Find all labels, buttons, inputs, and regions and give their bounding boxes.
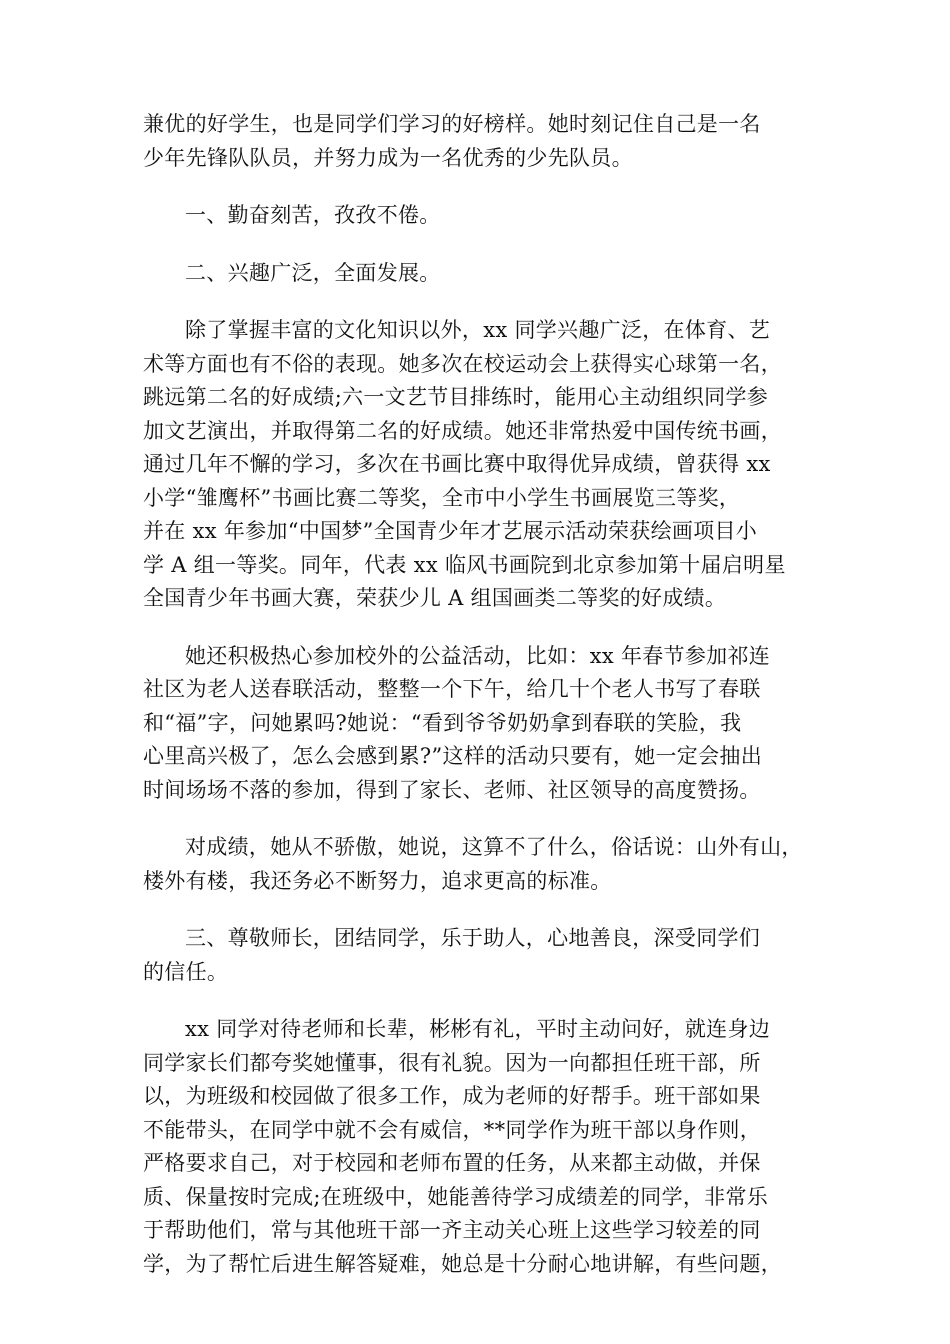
text-line: 不能带头，在同学中就不会有威信，**同学作为班干部以身作则，: [143, 1117, 761, 1142]
text-line: 三、尊敬师长，团结同学，乐于助人，心地善良，深受同学们: [185, 926, 761, 950]
text-line: 并在 xx 年参加“中国梦”全国青少年才艺展示活动荣获绘画项目小: [143, 519, 758, 543]
document-body: [143, 108, 823, 1305]
section-heading: [143, 257, 823, 291]
text-line: 术等方面也有不俗的表现。她多次在校运动会上获得实心球第一名，: [143, 351, 782, 376]
text-line: 学，为了帮忙后进生解答疑难，她总是十分耐心地讲解，有些问题，: [143, 1251, 782, 1276]
text-line: 以，为班级和校园做了很多工作，成为老师的好帮手。班干部如果: [143, 1084, 761, 1108]
text-line: 少年先锋队队员，并努力成为一名优秀的少先队员。: [143, 145, 633, 170]
section-heading: [143, 922, 823, 989]
text-line: 通过几年不懈的学习，多次在书画比赛中取得优异成绩，曾获得 xx: [143, 452, 771, 476]
text-line: 小学“雏鹰杯”书画比赛二等奖，全市中小学生书画展览三等奖，: [143, 485, 741, 510]
text-line: 的信任。: [143, 959, 229, 984]
text-line: 严格要求自己，对于校园和老师布置的任务，从来都主动做，并保: [143, 1151, 761, 1175]
text-line: 社区为老人送春联活动，整整一个下午，给几十个老人书写了春联: [143, 677, 761, 701]
text-line: 时间场场不落的参加，得到了家长、老师、社区领导的高度赞扬。: [143, 777, 761, 802]
text-line: xx 同学对待老师和长辈，彬彬有礼，平时主动问好，就连身边: [185, 1017, 771, 1041]
text-line: 心里高兴极了，怎么会感到累?”这样的活动只要有，她一定会抽出: [143, 744, 762, 768]
section-heading: [143, 199, 823, 233]
text-line: 质、保量按时完成;在班级中，她能善待学习成绩差的同学，非常乐: [143, 1184, 769, 1209]
text-line: 她还积极热心参加校外的公益活动，比如：xx 年春节参加祁连: [185, 643, 771, 668]
text-line: 全国青少年书画大赛，荣获少儿 A 组国画类二等奖的好成绩。: [143, 586, 727, 610]
text-line: 加文艺演出，并取得第二名的好成绩。她还非常热爱中国传统书画，: [143, 418, 782, 443]
text-line: 同学家长们都夸奖她懂事，很有礼貌。因为一向都担任班干部，所: [143, 1050, 761, 1075]
text-line: 跳远第二名的好成绩;六一文艺节目排练时，能用心主动组织同学参: [143, 385, 769, 409]
paragraph: [143, 831, 823, 898]
text-line: 楼外有楼，我还务必不断努力，追求更高的标准。: [143, 868, 612, 893]
paragraph: [143, 1013, 823, 1281]
text-line: 于帮助他们，常与其他班干部一齐主动关心班上这些学习较差的同: [143, 1218, 761, 1242]
text-line: 二、兴趣广泛，全面发展。: [185, 260, 441, 285]
paragraph: [143, 314, 823, 616]
paragraph: [143, 108, 823, 175]
text-line: 学 A 组一等奖。同年，代表 xx 临风书画院到北京参加第十届启明星: [143, 552, 786, 577]
text-line: 一、勤奋刻苦，孜孜不倦。: [185, 203, 441, 227]
text-line: 和“福”字，问她累吗?她说：“看到爷爷奶奶拿到春联的笑脸，我: [143, 710, 742, 735]
text-line: 除了掌握丰富的文化知识以外，xx 同学兴趣广泛，在体育、艺: [185, 318, 771, 342]
paragraph: [143, 640, 823, 808]
text-line: 兼优的好学生，也是同学们学习的好榜样。她时刻记住自己是一名: [143, 112, 761, 136]
text-line: 对成绩，她从不骄傲，她说，这算不了什么，俗话说：山外有山，: [185, 835, 803, 859]
